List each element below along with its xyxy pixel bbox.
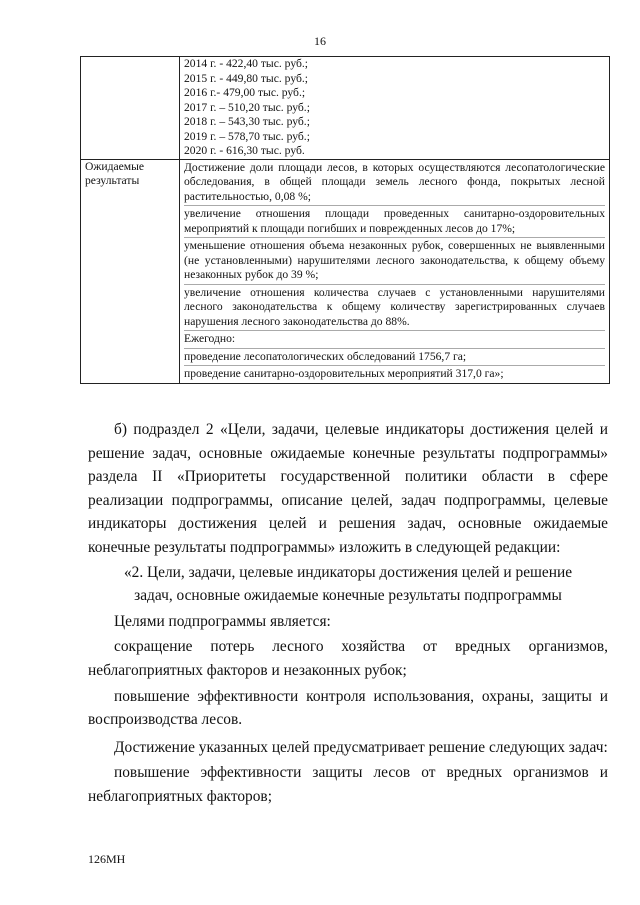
amendment-paragraph: б) подраздел 2 «Цели, задачи, целевые индикаторы достижения целей и решение задач, основные ожидаемые конечные результаты подпрограммы» раздела II «Приоритеты государственной политики области в сфере реализации подпрограммы, описание целей, задач подпрограммы, целевые индикаторы достижения целей и решения задач, основные ожидаемые конечные результаты подпрограммы» изложить в следующей редакции: bbox=[88, 421, 608, 556]
funding-line: 2018 г. – 543,30 тыс. руб.; bbox=[184, 115, 310, 128]
results-values-cell bbox=[180, 159, 610, 383]
result-item: увеличение отношения количества случаев с установленными нарушителями лесного законодательства к общему количеству зарегистрированных случаев нарушения лесного законодательства до 88%. bbox=[184, 284, 605, 331]
program-passport-table bbox=[80, 56, 610, 384]
funding-line: 2015 г. - 449,80 тыс. руб.; bbox=[184, 71, 308, 85]
section-heading-line-2: задач, основные ожидаемые конечные результаты подпрограммы bbox=[134, 587, 562, 605]
goal-item: повышение эффективности контроля использования, охраны, защиты и воспроизводства лесов. bbox=[88, 687, 608, 729]
footer-code: 126МН bbox=[88, 852, 126, 866]
funding-line: 2014 г. - 422,40 тыс. руб.; bbox=[184, 57, 308, 70]
funding-values-cell bbox=[180, 57, 610, 160]
funding-line: 2016 г.- 479,00 тыс. руб.; bbox=[184, 86, 306, 99]
result-item: проведение лесопатологических обследований 1756,7 га; bbox=[184, 348, 605, 366]
result-item: уменьшение отношения объема незаконных рубок, совершенных не выявленными (не установленными) нарушителями лесного законодательства, к общему объему незаконных рубок до 39 %; bbox=[184, 237, 605, 284]
funding-line: 2017 г. – 510,20 тыс. руб.; bbox=[184, 100, 310, 114]
document-body bbox=[88, 418, 608, 809]
funding-row bbox=[81, 57, 610, 160]
funding-line: 2020 г. - 616,30 тыс. руб. bbox=[184, 144, 305, 157]
result-item: увеличение отношения площади проведенных санитарно-оздоровительных мероприятий к площади погибших и поврежденных лесов до 17%; bbox=[184, 205, 605, 237]
page-number: 16 bbox=[314, 34, 326, 48]
result-item: проведение санитарно-оздоровительных мероприятий 317,0 га»; bbox=[184, 365, 605, 383]
result-item: Ежегодно: bbox=[184, 330, 605, 348]
tasks-intro: Достижение указанных целей предусматривает решение следующих задач: bbox=[114, 738, 608, 756]
funding-label-cell bbox=[81, 57, 180, 160]
section-heading-line-1: «2. Цели, задачи, целевые индикаторы достижения целей и решение bbox=[123, 563, 573, 581]
task-item: повышение эффективности защиты лесов от вредных организмов и неблагоприятных факторов; bbox=[88, 764, 608, 805]
funding-line: 2019 г. – 578,70 тыс. руб.; bbox=[184, 129, 310, 143]
results-label: Ожидаемые результаты bbox=[81, 159, 180, 383]
goals-intro: Целями подпрограммы является: bbox=[114, 612, 331, 630]
goal-item: сокращение потерь лесного хозяйства от вредных организмов, неблагоприятных факторов и незаконных рубок; bbox=[88, 638, 608, 679]
result-item: Достижение доли площади лесов, в которых осуществляются лесопатологические обследования, в общей площади земель лесного фонда, покрытых лесной растительностью, 0,08 %; bbox=[184, 160, 605, 203]
results-row bbox=[81, 159, 610, 383]
